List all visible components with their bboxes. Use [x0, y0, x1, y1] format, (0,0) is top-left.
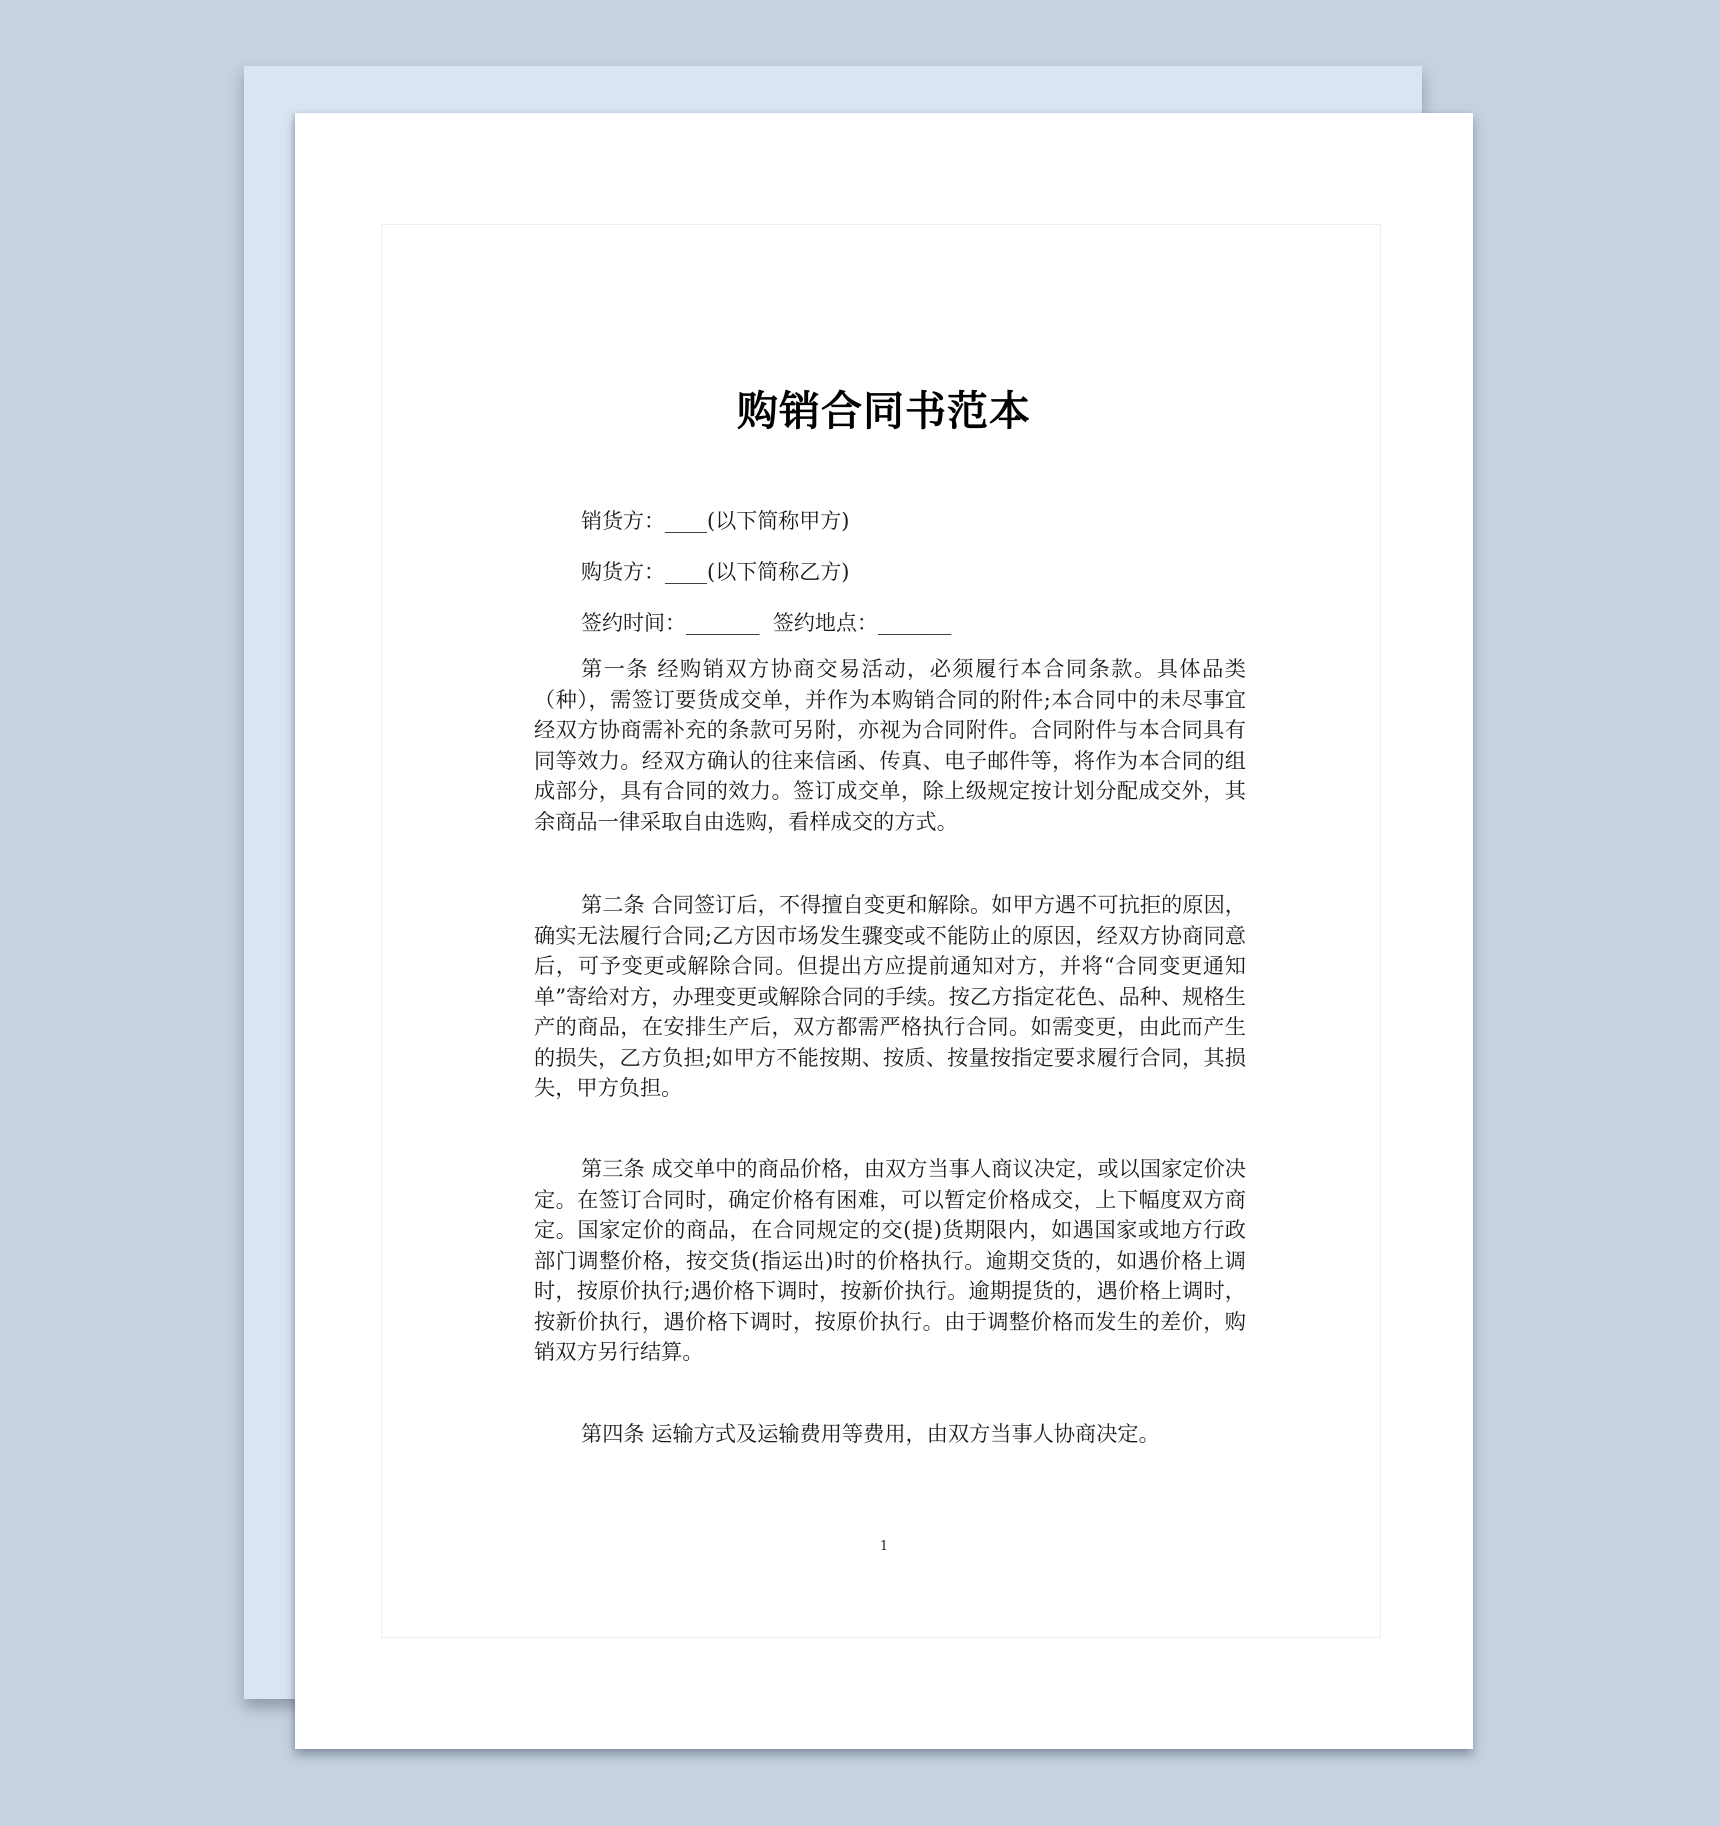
front-page-sheet: [295, 113, 1473, 1749]
article-3: 第三条 成交单中的商品价格，由双方当事人商议决定，或以国家定价决定。在签订合同时，确定价格有困难，可以暂定价格成交，上下幅度双方商定。国家定价的商品，在合同规定的交(提)货期限内，如遇国家或地方行政部门调整价格，按交货(指运出)时的价格执行。逾期交货的，如遇价格上调时，按原价执行;遇价格下调时，按新价执行。逾期提货的，遇价格上调时，按新价执行，遇价格下调时，按原价执行。由于调整价格而发生的差价，购销双方另行结算。: [534, 1156, 1246, 1364]
sign-time-place-field: 签约时间：_______ 签约地点：_______: [581, 611, 952, 635]
page-number: 1: [879, 1539, 889, 1554]
buyer-field: 购货方：____(以下简称乙方): [581, 560, 850, 584]
article-2: 第二条 合同签订后，不得擅自变更和解除。如甲方遇不可抗拒的原因，确实无法履行合同;乙方因市场发生骤变或不能防止的原因，经双方协商同意后，可予变更或解除合同。但提出方应提前通知对方，并将“合同变更通知单”寄给对方，办理变更或解除合同的手续。按乙方指定花色、品种、规格生产的商品，在安排生产后，双方都需严格执行合同。如需变更，由此而产生的损失，乙方负担;如甲方不能按期、按质、按量按指定要求履行合同，其损失，甲方负担。: [534, 892, 1246, 1100]
document-title: 购销合同书范本: [737, 387, 1031, 435]
article-1: 第一条 经购销双方协商交易活动，必须履行本合同条款。具体品类（种），需签订要货成交单，并作为本购销合同的附件;本合同中的未尽事宜经双方协商需补充的条款可另附，亦视为合同附件。合同附件与本合同具有同等效力。经双方确认的往来信函、传真、电子邮件等，将作为本合同的组成部分，具有合同的效力。签订成交单，除上级规定按计划分配成交外，其余商品一律采取自由选购，看样成交的方式。: [534, 656, 1246, 834]
seller-field: 销货方：____(以下简称甲方): [581, 509, 850, 533]
article-4: 第四条 运输方式及运输费用等费用，由双方当事人协商决定。: [581, 1421, 1160, 1446]
